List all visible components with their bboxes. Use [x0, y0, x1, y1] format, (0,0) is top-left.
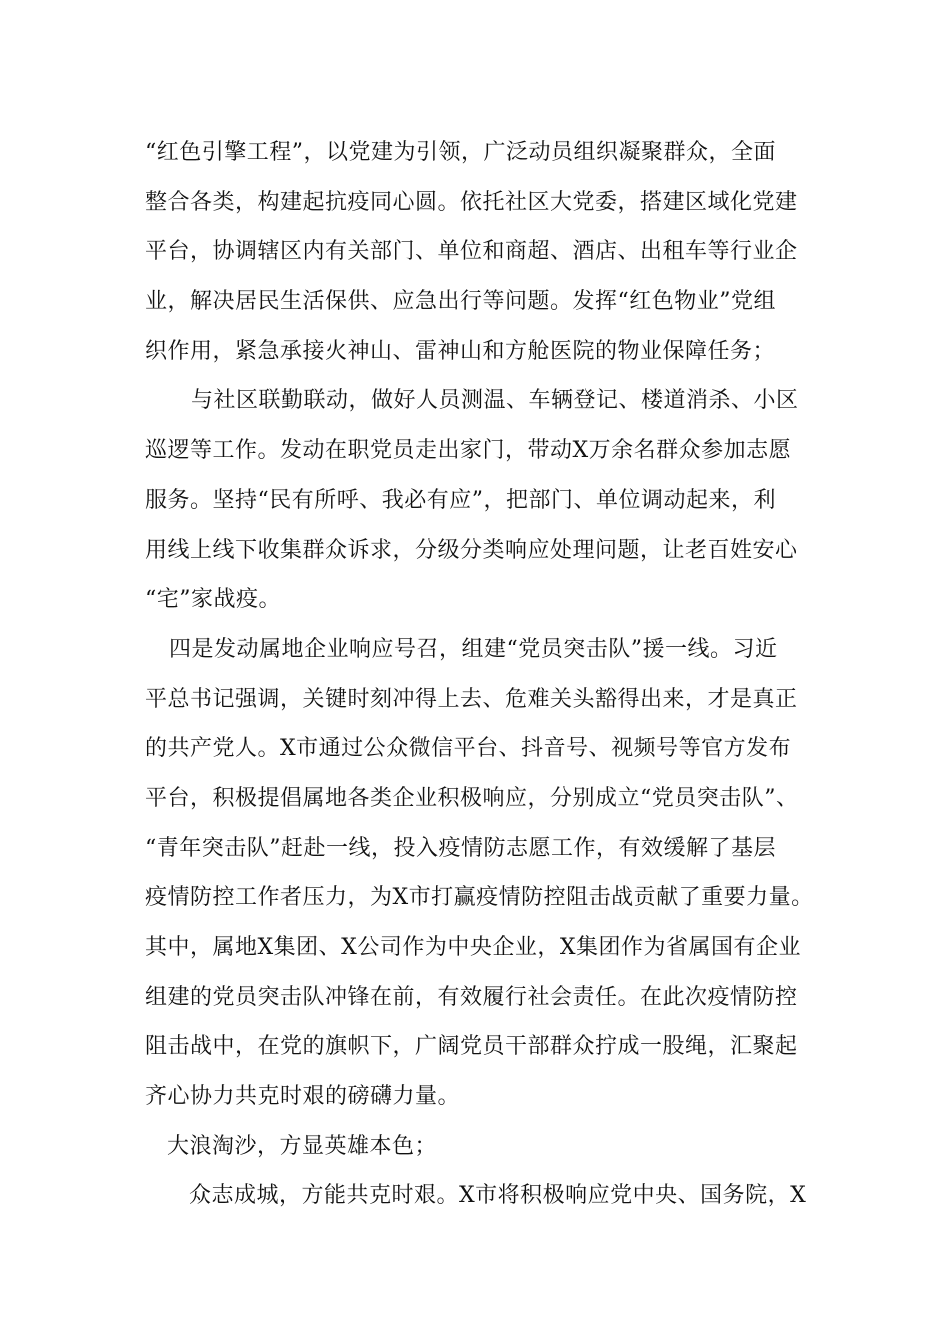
- text-line: 四是发动属地企业响应号召，组建“党员突击队”援一线。习近: [169, 636, 778, 662]
- text-line: 的共产党人。X市通过公众微信平台、抖音号、视频号等官方发布: [145, 736, 792, 762]
- text-line: 齐心协力共克时艰的磅礴力量。: [145, 1084, 461, 1110]
- text-line: 众志成城，方能共克时艰。X市将积极响应党中央、国务院，X: [189, 1183, 807, 1209]
- text-line: 与社区联勤联动，做好人员测温、车辆登记、楼道消杀、小区: [191, 388, 799, 414]
- text-line: 用线上线下收集群众诉求，分级分类响应处理问题，让老百姓安心: [145, 537, 798, 563]
- text-line: 其中，属地X集团、X公司作为中央企业，X集团作为省属国有企业: [145, 935, 801, 960]
- text-line: 平台，积极提倡属地各类企业积极响应，分别成立“党员突击队”、: [145, 785, 799, 811]
- text-line: 大浪淘沙，方显英雄本色；: [167, 1133, 438, 1159]
- text-line: 服务。坚持“民有所呼、我必有应”，把部门、单位调动起来，利: [145, 487, 776, 513]
- text-line: 巡逻等工作。发动在职党员走出家门，带动X万余名群众参加志愿: [145, 438, 792, 464]
- text-line: 阻击战中，在党的旗帜下，广阔党员干部群众拧成一股绳，汇聚起: [145, 1034, 798, 1060]
- text-line: 平总书记强调，关键时刻冲得上去、危难关头豁得出来，才是真正: [145, 686, 798, 712]
- document-body: [145, 128, 825, 1221]
- text-line: “青年突击队”赶赴一线，投入疫情防志愿工作，有效缓解了基层: [145, 835, 776, 861]
- text-line: 业，解决居民生活保供、应急出行等问题。发挥“红色物业”党组: [145, 289, 776, 315]
- text-line: “宅”家战疫。: [145, 587, 281, 613]
- text-line: 织作用，紧急承接火神山、雷神山和方舱医院的物业保障任务；: [145, 338, 776, 364]
- text-line: 平台，协调辖区内有关部门、单位和商超、酒店、出租车等行业企: [145, 239, 798, 265]
- text-line: “红色引擎工程”，以党建为引领，广泛动员组织凝聚群众，全面: [145, 140, 776, 165]
- text-line: 组建的党员突击队冲锋在前，有效履行社会责任。在此次疫情防控: [145, 984, 798, 1010]
- text-line: 疫情防控工作者压力，为X市打赢疫情防控阻击战贡献了重要力量。: [145, 885, 814, 911]
- text-line: 整合各类，构建起抗疫同心圆。依托社区大党委，搭建区域化党建: [145, 189, 798, 215]
